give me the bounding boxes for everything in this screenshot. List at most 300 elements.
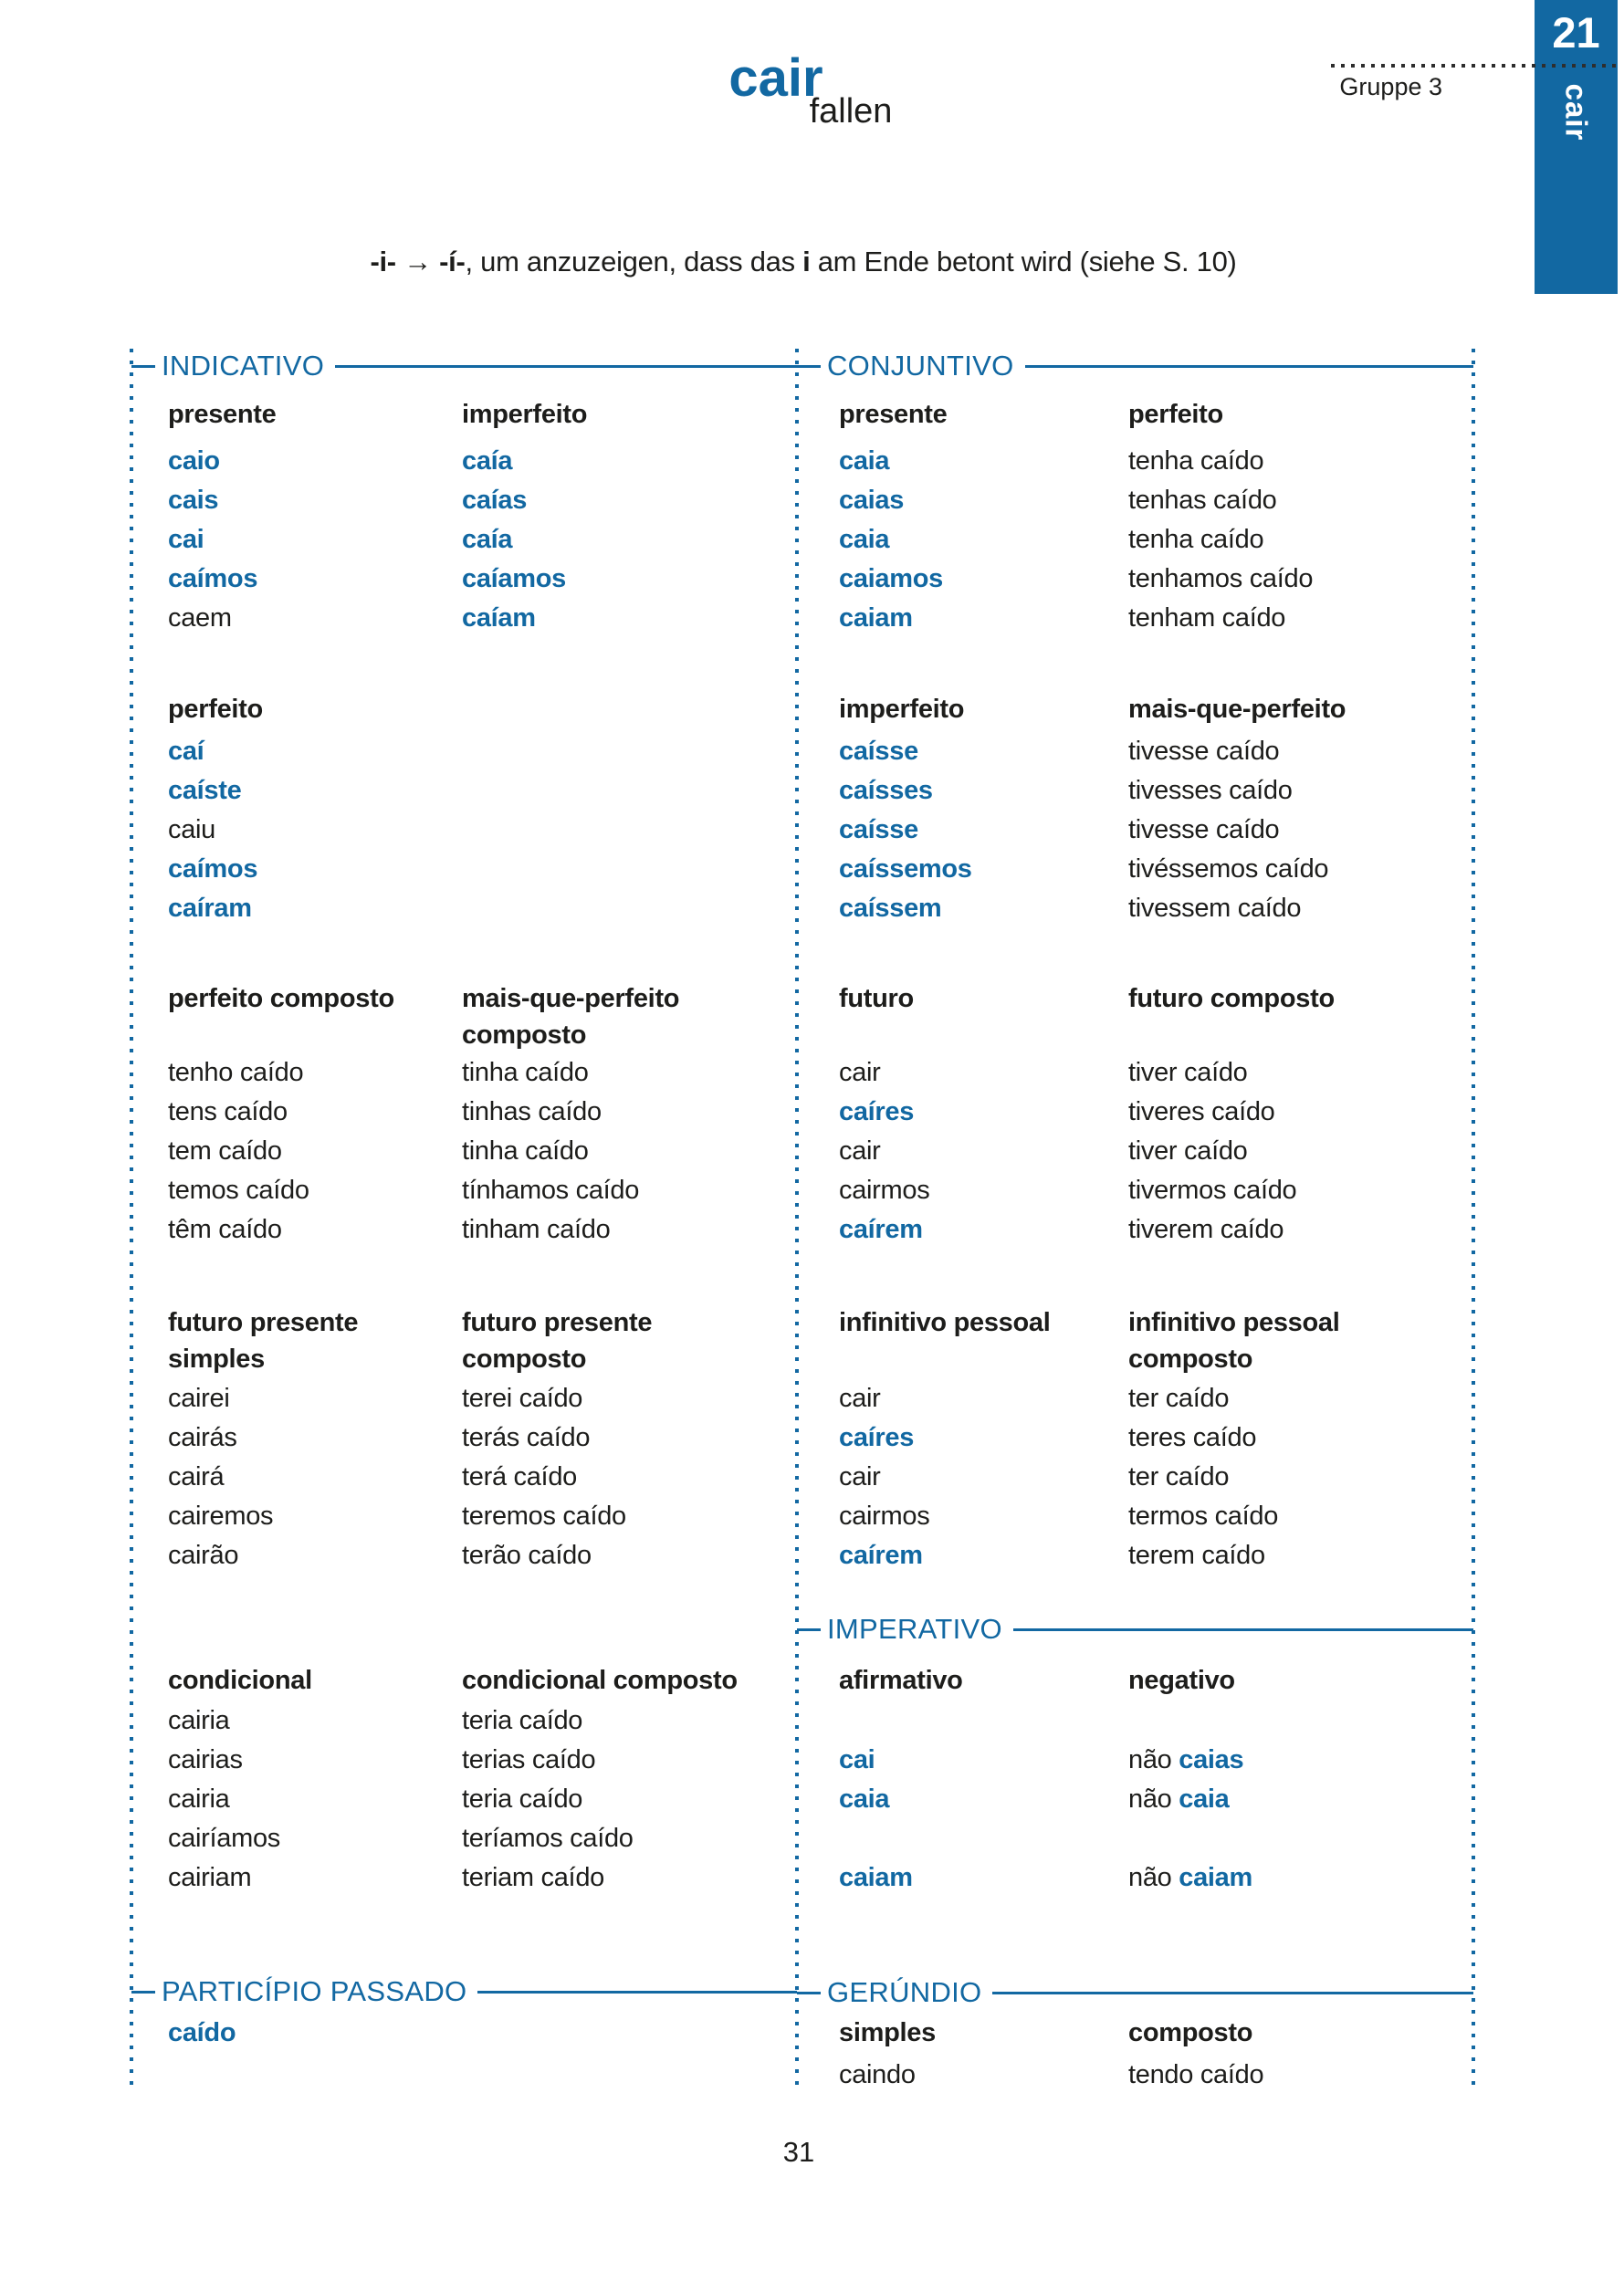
page-number: 31	[782, 2136, 815, 2168]
verb-form: caímos	[168, 854, 258, 884]
futuro-presente-simples-forms	[168, 1379, 273, 1575]
verb-form: terás caído	[462, 1423, 591, 1452]
infinitivo-pessoal-header	[839, 1304, 1050, 1341]
verb-form: caído	[168, 2018, 236, 2047]
negation-prefix: não	[1128, 1863, 1179, 1892]
verb-form: tivesses caído	[1128, 776, 1293, 805]
verb-form-row	[1128, 1053, 1296, 1093]
note-bold-i: -i-	[370, 246, 396, 277]
verb-form-row	[1128, 520, 1313, 560]
verb-form: tivesse caído	[1128, 815, 1280, 844]
verb-form-row	[168, 442, 257, 481]
verb-form: tivesse caído	[1128, 737, 1280, 766]
section-imperativo	[797, 1613, 1473, 1645]
verb-form-row	[168, 2014, 236, 2053]
verb-form: tenhamos caído	[1128, 564, 1314, 593]
verb-form-row	[462, 1053, 639, 1093]
verb-form: teríamos caído	[462, 1824, 634, 1853]
conjuntivo-futuro-header	[839, 980, 914, 1017]
tense-header-line: negativo	[1128, 1666, 1235, 1695]
tense-header-line: imperfeito	[462, 400, 588, 429]
verb-form-row	[168, 889, 257, 928]
verb-form-row	[168, 1418, 273, 1458]
stress-note	[131, 246, 1475, 278]
verb-form-row	[168, 599, 257, 638]
verb-form-row	[839, 1701, 913, 1741]
verb-form-row	[1128, 850, 1328, 889]
negation-prefix: não	[1128, 1745, 1179, 1774]
verb-form-row	[1128, 1780, 1252, 1819]
gerundio-simples-header	[839, 2015, 936, 2051]
verb-form: tem caído	[168, 1136, 282, 1166]
tense-header-line: perfeito	[168, 695, 263, 724]
verb-form: caíres	[839, 1097, 915, 1126]
conjuntivo-futuro-composto-forms	[1128, 1053, 1296, 1250]
verb-form-row	[1128, 481, 1313, 520]
verb-form-row	[839, 771, 972, 811]
verb-form: caia	[839, 446, 890, 476]
verb-form-row	[168, 1497, 273, 1536]
verb-title: cair	[728, 48, 823, 108]
verb-form-row	[168, 1132, 309, 1171]
note-bold-i-accent: -í-	[439, 246, 466, 277]
verb-form: tenhas caído	[1128, 486, 1277, 515]
verb-form-row	[168, 1210, 309, 1250]
verb-form: cair	[839, 1462, 881, 1491]
verb-form-row	[462, 1741, 634, 1780]
verb-form: caías	[462, 486, 528, 515]
verb-form-row	[462, 442, 566, 481]
group-label: Gruppe 3	[1339, 73, 1442, 100]
verb-form: tenham caído	[1128, 603, 1286, 633]
verb-form: teria caído	[462, 1784, 583, 1814]
verb-form-row	[168, 811, 257, 850]
verb-form-row	[462, 1093, 639, 1132]
section-dash	[131, 1991, 155, 1994]
verb-form-row	[839, 811, 972, 850]
dotted-border-right	[1472, 349, 1475, 2092]
section-dash	[797, 1628, 821, 1631]
futuro-presente-composto-header	[462, 1304, 652, 1377]
conjuntivo-imperfeito-forms	[839, 732, 972, 928]
verb-form: cairíamos	[168, 1824, 280, 1853]
section-rule	[1013, 1628, 1473, 1631]
verb-form-row	[462, 1379, 626, 1418]
verb-form-row	[1128, 2056, 1263, 2095]
verb-form-row	[839, 1379, 929, 1418]
conjuntivo-perfeito-header	[1128, 396, 1223, 433]
verb-form: cai	[168, 525, 204, 554]
verb-form: cairei	[168, 1384, 230, 1413]
section-title: INDICATIVO	[162, 350, 325, 382]
verb-form-row	[1128, 1210, 1296, 1250]
section-participio-passado	[131, 1975, 797, 2007]
verb-form: teremos caído	[462, 1502, 626, 1531]
verb-form-row	[1128, 889, 1328, 928]
indicativo-imperfeito-forms	[462, 442, 566, 638]
verb-form: caísse	[839, 737, 918, 766]
verb-form: terias caído	[462, 1745, 596, 1774]
page-edge-tab	[1535, 0, 1618, 294]
section-indicativo	[131, 352, 797, 380]
verb-form-row	[462, 560, 566, 599]
verb-form: cairmos	[839, 1502, 930, 1531]
verb-form-row	[168, 1379, 273, 1418]
verb-form-row	[168, 520, 257, 560]
tense-header-line: perfeito	[1128, 400, 1223, 429]
gerundio-simples-forms	[839, 2056, 916, 2095]
tense-header-line: presente	[168, 400, 277, 429]
verb-form: cairão	[168, 1541, 239, 1570]
indicativo-mais-que-perfeito-composto-header	[462, 980, 679, 1053]
verb-form: terá caído	[462, 1462, 577, 1491]
tense-header-line: simples	[839, 2018, 936, 2047]
section-rule	[477, 1991, 797, 1994]
conjuntivo-futuro-composto-header	[1128, 980, 1335, 1017]
verb-form: tivéssemos caído	[1128, 854, 1329, 884]
dotted-border-left	[130, 349, 133, 2092]
tense-header-line: futuro composto	[1128, 984, 1335, 1013]
verb-form: ter caído	[1128, 1462, 1230, 1491]
indicativo-perfeito-composto-header	[168, 980, 394, 1017]
verb-form: caindo	[839, 2060, 916, 2089]
verb-form-row	[839, 1171, 929, 1210]
verb-form-row	[462, 1171, 639, 1210]
tense-header-line: futuro presente	[168, 1308, 359, 1337]
conjuntivo-presente-forms	[839, 442, 943, 638]
indicativo-presente-header	[168, 396, 277, 433]
verb-form-row	[1128, 599, 1313, 638]
verb-form-row	[168, 1458, 273, 1497]
verb-form: caiamos	[839, 564, 943, 593]
verb-form: teriam caído	[462, 1863, 604, 1892]
indicativo-mais-que-perfeito-composto-forms	[462, 1053, 639, 1250]
tense-header-line: composto	[462, 1020, 587, 1050]
verb-form-row	[462, 1536, 626, 1575]
futuro-presente-simples-header	[168, 1304, 358, 1377]
tab-number: 21	[1552, 8, 1600, 57]
verb-form-row	[168, 850, 257, 889]
verb-form: terem caído	[1128, 1541, 1265, 1570]
verb-form-row	[839, 599, 943, 638]
verb-form-row	[462, 1780, 634, 1819]
indicativo-presente-forms	[168, 442, 257, 638]
verb-form: teria caído	[462, 1706, 583, 1735]
tense-header-line: composto	[1128, 2018, 1253, 2047]
dotted-rule	[1331, 64, 1619, 68]
verb-form: tiveres caído	[1128, 1097, 1275, 1126]
verb-form-row	[1128, 1858, 1252, 1898]
verb-form: caía	[462, 446, 513, 476]
verb-form: cair	[839, 1136, 881, 1166]
tense-header-line: afirmativo	[839, 1666, 963, 1695]
infinitivo-pessoal-composto-forms	[1128, 1379, 1278, 1575]
verb-form: caio	[168, 446, 220, 476]
verb-form: ter caído	[1128, 1384, 1230, 1413]
imperativo-negativo-header	[1128, 1662, 1235, 1699]
note-text-2: am Ende betont wird (siehe S. 10)	[810, 246, 1237, 277]
verb-form-row	[839, 2056, 916, 2095]
verb-form-row	[168, 1053, 309, 1093]
verb-form: cairás	[168, 1423, 237, 1452]
futuro-presente-composto-forms	[462, 1379, 626, 1575]
verb-form: tendo caído	[1128, 2060, 1264, 2089]
dotted-border-middle	[795, 349, 799, 2092]
verb-form-row	[839, 1819, 913, 1858]
verb-form-row	[168, 560, 257, 599]
verb-form-row	[168, 1701, 280, 1741]
verb-form: cairias	[168, 1745, 243, 1774]
verb-form: cairiam	[168, 1863, 252, 1892]
verb-form: caíram	[168, 894, 252, 923]
verb-form-row	[839, 889, 972, 928]
verb-form-row	[1128, 1171, 1296, 1210]
verb-form: tinham caído	[462, 1215, 611, 1244]
section-title: CONJUNTIVO	[827, 350, 1014, 382]
verb-form: terei caído	[462, 1384, 583, 1413]
verb-form: caísse	[839, 815, 918, 844]
verb-form-row	[462, 599, 566, 638]
verb-form-row	[1128, 442, 1313, 481]
tense-header-line: condicional	[168, 1666, 312, 1695]
tense-header-line: composto	[462, 1345, 587, 1374]
note-text-1: , um anzuzeigen, dass das	[465, 246, 803, 277]
verb-form: caírem	[839, 1215, 923, 1244]
verb-form-row	[839, 560, 943, 599]
verb-form: cairia	[168, 1706, 230, 1735]
verb-form: terão caído	[462, 1541, 592, 1570]
tense-header-line: infinitivo pessoal	[839, 1308, 1051, 1337]
verb-form-row	[1128, 811, 1328, 850]
indicativo-perfeito-forms	[168, 732, 257, 928]
verb-form-row	[462, 481, 566, 520]
verb-form-row	[839, 1458, 929, 1497]
imperativo-negativo-forms	[1128, 1701, 1252, 1898]
verb-form: tiver caído	[1128, 1136, 1248, 1166]
conjuntivo-presente-header	[839, 396, 948, 433]
verb-form-row	[462, 1858, 634, 1898]
tense-header-line: imperfeito	[839, 695, 965, 724]
verb-form-row	[168, 771, 257, 811]
section-rule	[1025, 365, 1474, 368]
verb-form-row	[839, 1741, 913, 1780]
infinitivo-pessoal-composto-header	[1128, 1304, 1339, 1377]
verb-form-row	[839, 1093, 929, 1132]
verb-form: tiver caído	[1128, 1058, 1248, 1087]
verb-form: tivermos caído	[1128, 1176, 1297, 1205]
verb-form: tenho caído	[168, 1058, 304, 1087]
verb-form: tínhamos caído	[462, 1176, 640, 1205]
conjuntivo-imperfeito-header	[839, 691, 964, 727]
imperativo-afirmativo-header	[839, 1662, 963, 1699]
verb-form: caía	[462, 525, 513, 554]
tense-header-line: mais-que-perfeito	[462, 984, 680, 1013]
verb-form-row	[168, 1093, 309, 1132]
verb-form: caiam	[839, 603, 913, 633]
verb-form: cairmos	[839, 1176, 930, 1205]
verb-form-row	[1128, 1093, 1296, 1132]
verb-form: caíam	[462, 603, 536, 633]
verb-form-row	[839, 1053, 929, 1093]
verb-form: caiam	[1179, 1863, 1252, 1892]
conjuntivo-mais-que-perfeito-header	[1128, 691, 1346, 727]
gerundio-composto-header	[1128, 2015, 1252, 2051]
verb-form: caímos	[168, 564, 258, 593]
verb-form: caias	[1179, 1745, 1244, 1774]
verb-form-row	[168, 1741, 280, 1780]
verb-form-row	[168, 1819, 280, 1858]
infinitivo-pessoal-forms	[839, 1379, 929, 1575]
verb-form: caia	[1179, 1784, 1230, 1814]
verb-form-row	[462, 1819, 634, 1858]
tense-header-line: mais-que-perfeito	[1128, 695, 1346, 724]
verb-form: cairá	[168, 1462, 225, 1491]
section-rule	[992, 1992, 1473, 1994]
verb-form: caírem	[839, 1541, 923, 1570]
verb-form-row	[462, 1458, 626, 1497]
verb-form: cair	[839, 1058, 881, 1087]
verb-form-row	[1128, 1418, 1278, 1458]
conjuntivo-mais-que-perfeito-forms	[1128, 732, 1328, 928]
indicativo-imperfeito-header	[462, 396, 587, 433]
verb-form: caísses	[839, 776, 933, 805]
condicional-composto-forms	[462, 1701, 634, 1898]
note-arrow: →	[395, 246, 440, 277]
verb-form-row	[462, 1701, 634, 1741]
section-rule	[335, 365, 797, 368]
verb-form: cais	[168, 486, 219, 515]
verb-form: caíste	[168, 776, 242, 805]
participio-passado-forms	[168, 2014, 236, 2053]
conjuntivo-futuro-forms	[839, 1053, 929, 1250]
section-dash	[131, 365, 155, 368]
condicional-forms	[168, 1701, 280, 1898]
verb-form: teres caído	[1128, 1423, 1257, 1452]
verb-form-row	[1128, 1497, 1278, 1536]
verb-form-row	[1128, 1819, 1252, 1858]
verb-form-row	[1128, 771, 1328, 811]
verb-form-row	[839, 442, 943, 481]
verb-form-row	[168, 1780, 280, 1819]
verb-form-row	[1128, 1132, 1296, 1171]
verb-form-row	[839, 1858, 913, 1898]
verb-form: tens caído	[168, 1097, 288, 1126]
tab-verb-label: cair	[1559, 83, 1594, 141]
tense-header-line: composto	[1128, 1345, 1253, 1374]
verb-form: caias	[839, 486, 905, 515]
tense-header-line: presente	[839, 400, 948, 429]
verb-form-row	[1128, 1536, 1278, 1575]
verb-form: cai	[839, 1745, 875, 1774]
tense-header-line: perfeito composto	[168, 984, 394, 1013]
verb-form-row	[839, 850, 972, 889]
verb-form-row	[1128, 560, 1313, 599]
section-title: PARTICÍPIO PASSADO	[162, 1975, 467, 2007]
verb-form-row	[462, 520, 566, 560]
verb-form: caíamos	[462, 564, 566, 593]
section-gerundio	[797, 1976, 1473, 2008]
verb-form-row	[839, 1418, 929, 1458]
verb-form: caiam	[839, 1863, 913, 1892]
verb-form-row	[462, 1497, 626, 1536]
verb-form: cair	[839, 1384, 881, 1413]
verb-form: cairemos	[168, 1502, 274, 1531]
verb-form-row	[839, 732, 972, 771]
verb-form: caia	[839, 1784, 890, 1814]
section-dash	[797, 1992, 821, 1994]
verb-translation: fallen	[809, 92, 893, 131]
condicional-composto-header	[462, 1662, 738, 1699]
verb-form: caíssemos	[839, 854, 972, 884]
verb-form-row	[1128, 1741, 1252, 1780]
verb-form: tinha caído	[462, 1136, 589, 1166]
verb-form-row	[839, 1132, 929, 1171]
verb-form: tinhas caído	[462, 1097, 602, 1126]
verb-form-row	[1128, 1379, 1278, 1418]
section-conjuntivo	[797, 352, 1473, 380]
verb-form-row	[839, 520, 943, 560]
indicativo-perfeito-composto-forms	[168, 1053, 309, 1250]
verb-form-row	[168, 1171, 309, 1210]
verb-form-row	[462, 1418, 626, 1458]
verb-form-row	[839, 1497, 929, 1536]
imperativo-afirmativo-forms	[839, 1701, 913, 1898]
verb-form: caíssem	[839, 894, 942, 923]
verb-form: temos caído	[168, 1176, 309, 1205]
verb-form-row	[839, 1210, 929, 1250]
tense-header-line: futuro	[839, 984, 914, 1013]
verb-form: tenha caído	[1128, 525, 1264, 554]
conjuntivo-perfeito-forms	[1128, 442, 1313, 638]
verb-form: caem	[168, 603, 232, 633]
verb-form: tenha caído	[1128, 446, 1264, 476]
gerundio-composto-forms	[1128, 2056, 1263, 2095]
verb-form: tinha caído	[462, 1058, 589, 1087]
verb-form-row	[168, 732, 257, 771]
verb-form: cairia	[168, 1784, 230, 1814]
verb-form: caíres	[839, 1423, 915, 1452]
verb-form-row	[168, 1536, 273, 1575]
verb-form: termos caído	[1128, 1502, 1279, 1531]
verb-form-row	[1128, 1458, 1278, 1497]
indicativo-perfeito-header	[168, 691, 263, 727]
verb-form-row	[1128, 732, 1328, 771]
verb-form-row	[839, 1780, 913, 1819]
tense-header-line: infinitivo pessoal	[1128, 1308, 1340, 1337]
note-bold-i-2: i	[802, 246, 811, 277]
section-title: IMPERATIVO	[827, 1613, 1002, 1645]
verb-form: têm caído	[168, 1215, 282, 1244]
verb-form-row	[462, 1132, 639, 1171]
verb-form: tivessem caído	[1128, 894, 1302, 923]
verb-form: caiu	[168, 815, 215, 844]
verb-form-row	[839, 1536, 929, 1575]
tense-header-line: simples	[168, 1345, 265, 1374]
verb-form-row	[839, 481, 943, 520]
verb-form: tiverem caído	[1128, 1215, 1284, 1244]
section-dash	[797, 365, 821, 368]
verb-form: caí	[168, 737, 204, 766]
verb-form: caia	[839, 525, 890, 554]
negation-prefix: não	[1128, 1784, 1179, 1814]
condicional-header	[168, 1662, 312, 1699]
verb-form-row	[168, 1858, 280, 1898]
tense-header-line: futuro presente	[462, 1308, 653, 1337]
tense-header-line: condicional composto	[462, 1666, 738, 1695]
verb-form-row	[168, 481, 257, 520]
verb-form-row	[1128, 1701, 1252, 1741]
section-title: GERÚNDIO	[827, 1976, 982, 2008]
